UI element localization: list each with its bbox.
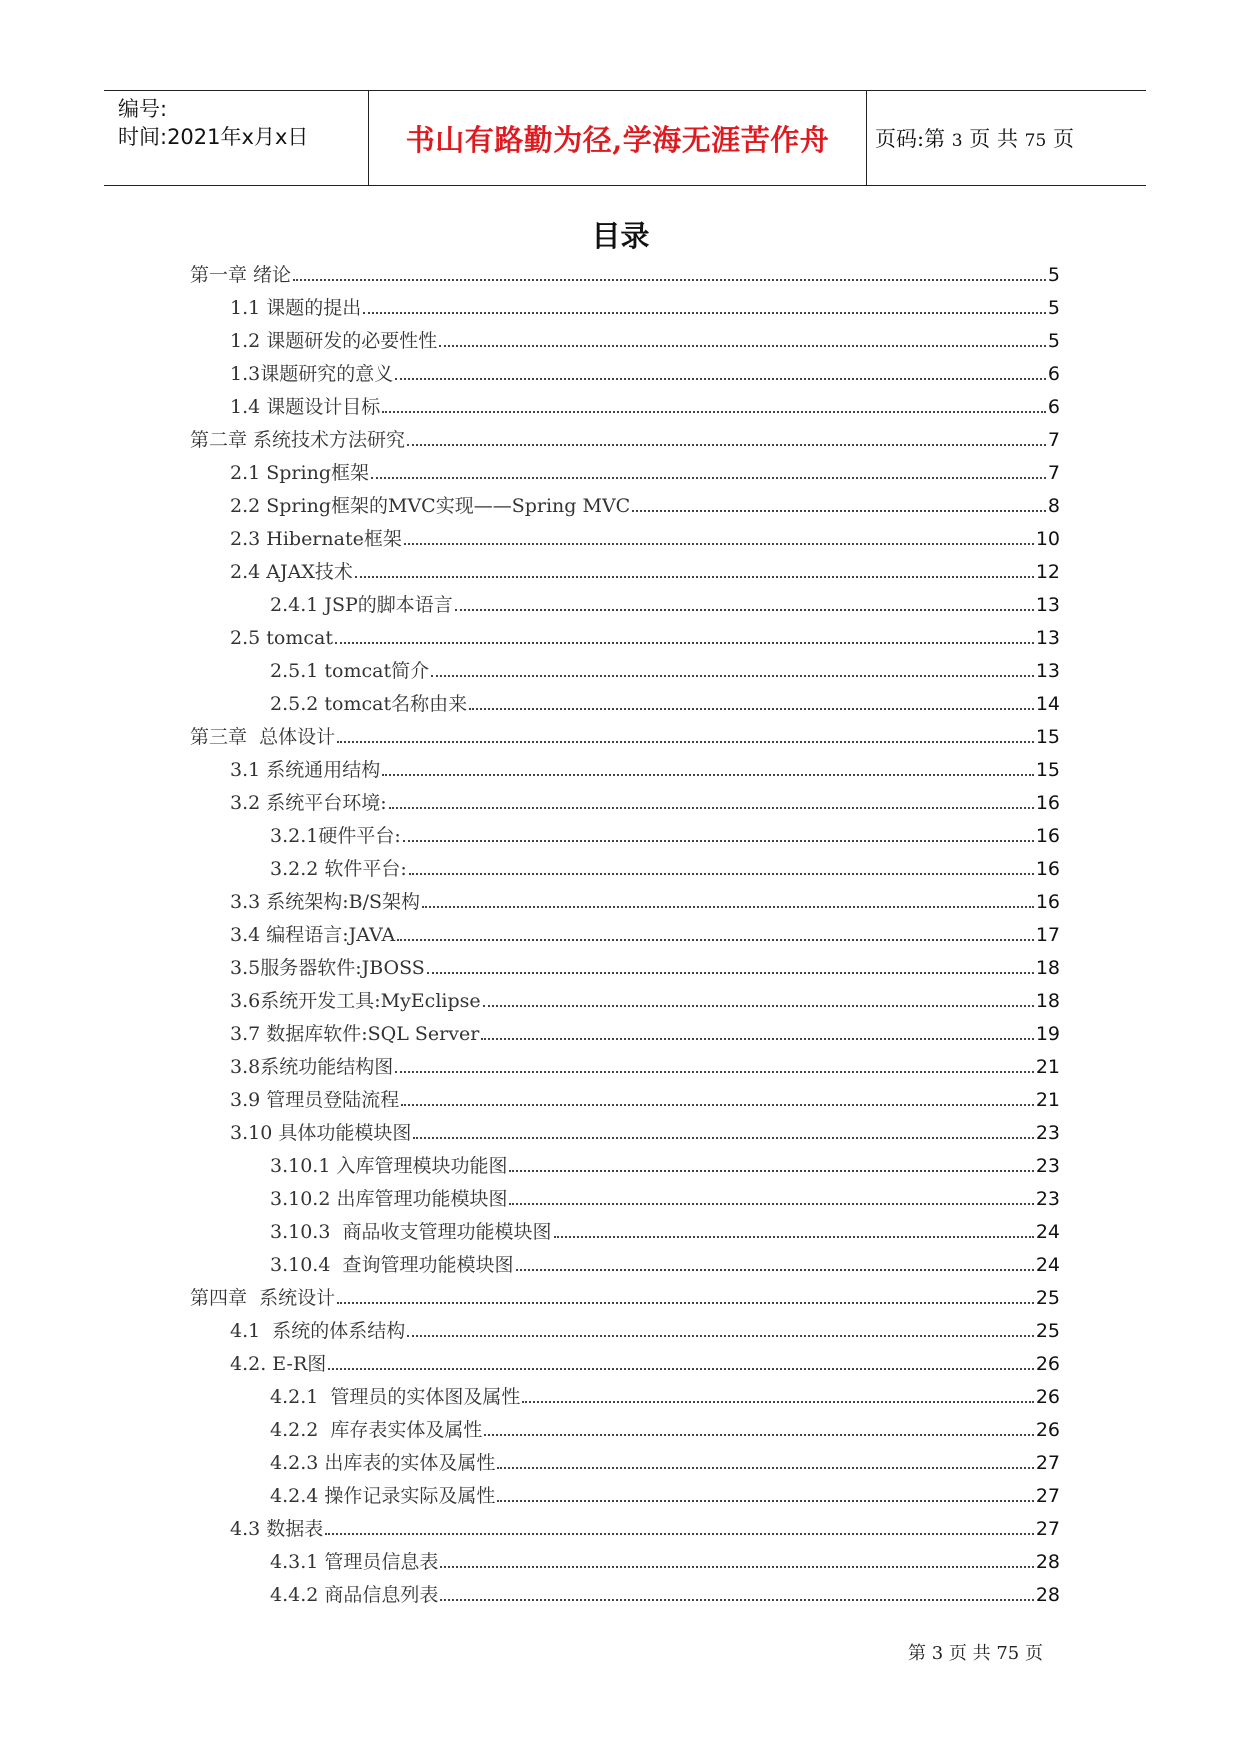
toc-entry-label: 第二章 系统技术方法研究 [190, 429, 406, 451]
toc-leader-dots [382, 410, 1046, 413]
toc-entry-label: 3.2 系统平台环境: [230, 792, 387, 814]
header-page-info [875, 123, 1074, 153]
toc-entry[interactable] [190, 319, 1060, 352]
toc-entry-label: 4.2. E-R图 [230, 1353, 327, 1375]
toc-entry-label: 4.2.4 操作记录实际及属性 [270, 1485, 496, 1507]
toc-entry[interactable] [190, 517, 1060, 550]
toc-entry[interactable] [190, 781, 1060, 814]
toc-leader-dots [509, 1202, 1033, 1205]
toc-leader-dots [293, 278, 1046, 281]
toc-entry-page: 16 [1035, 792, 1060, 814]
toc-entry[interactable] [190, 352, 1060, 385]
toc-leader-dots [407, 1334, 1034, 1337]
toc-entry-page: 8 [1047, 495, 1060, 517]
toc-entry-page: 18 [1035, 990, 1060, 1012]
page-footer: 第 3 页 共 75 页 [908, 1643, 1043, 1664]
toc-entry[interactable] [190, 748, 1060, 781]
toc-entry[interactable] [190, 715, 1060, 748]
toc-entry[interactable] [190, 1111, 1060, 1144]
toc-entry-label: 4.4.2 商品信息列表 [270, 1584, 439, 1606]
toc-leader-dots [413, 1136, 1033, 1139]
toc-leader-dots [382, 773, 1034, 776]
toc-entry-label: 2.5 tomcat [230, 627, 333, 649]
toc-entry-page: 16 [1035, 825, 1060, 847]
toc-entry-page: 14 [1035, 693, 1060, 715]
toc-leader-dots [440, 1565, 1033, 1568]
toc-entry-label: 3.2.2 软件平台: [270, 858, 407, 880]
toc-entry-page: 21 [1035, 1089, 1060, 1111]
toc-entry-label: 4.2.1 管理员的实体图及属性 [270, 1386, 521, 1408]
toc-leader-dots [455, 608, 1034, 611]
header-page-cell [867, 91, 1146, 185]
toc-leader-dots [401, 1103, 1034, 1106]
page-label-suffix: 页 [1052, 127, 1074, 151]
page-current: 3 [951, 131, 963, 151]
toc-entry[interactable] [190, 451, 1060, 484]
toc-entry-page: 13 [1035, 660, 1060, 682]
toc-entry-page: 5 [1047, 297, 1060, 319]
toc-entry-label: 2.4 AJAX技术 [230, 561, 353, 583]
toc-entry[interactable] [190, 979, 1060, 1012]
toc-entry-page: 26 [1035, 1353, 1060, 1375]
toc-entry[interactable] [190, 583, 1060, 616]
toc-entry[interactable] [190, 1177, 1060, 1210]
toc-entry-page: 15 [1035, 759, 1060, 781]
toc-entry[interactable] [190, 1375, 1060, 1408]
toc-entry[interactable] [190, 1342, 1060, 1375]
toc-entry-label: 1.1 课题的提出 [230, 297, 362, 319]
toc-entry[interactable] [190, 550, 1060, 583]
toc-leader-dots [335, 641, 1034, 644]
toc-entry-label: 2.3 Hibernate框架 [230, 528, 402, 550]
toc-entry-label: 3.1 系统通用结构 [230, 759, 381, 781]
toc-entry-page: 27 [1035, 1485, 1060, 1507]
toc-entry-page: 28 [1035, 1551, 1060, 1573]
page-header [104, 90, 1146, 186]
toc-entry-label: 3.5服务器软件:JBOSS [230, 957, 425, 979]
toc-entry[interactable] [190, 1540, 1060, 1573]
toc-entry-label: 3.10.4 查询管理功能模块图 [270, 1254, 514, 1276]
toc-entry[interactable] [190, 1012, 1060, 1045]
toc-entry-page: 6 [1047, 396, 1060, 418]
toc-entry[interactable] [190, 616, 1060, 649]
toc-entry-page: 15 [1035, 726, 1060, 748]
toc-entry[interactable] [190, 1309, 1060, 1342]
toc-entry[interactable] [190, 814, 1060, 847]
toc-entry-page: 19 [1035, 1023, 1060, 1045]
toc-leader-dots [481, 1037, 1034, 1040]
page-label-mid: 页 共 [969, 127, 1018, 151]
toc-leader-dots [509, 1169, 1033, 1172]
toc-entry-label: 3.9 管理员登陆流程 [230, 1089, 400, 1111]
toc-leader-dots [440, 1598, 1033, 1601]
toc-entry[interactable] [190, 649, 1060, 682]
toc-entry-label: 3.6系统开发工具:MyEclipse [230, 990, 481, 1012]
toc-leader-dots [325, 1532, 1034, 1535]
toc-entry-page: 7 [1047, 429, 1060, 451]
toc-entry-label: 3.10.3 商品收支管理功能模块图 [270, 1221, 552, 1243]
toc-title: 目录 [591, 219, 650, 253]
toc-entry-label: 2.1 Spring框架 [230, 462, 369, 484]
toc-entry-label: 2.2 Spring框架的MVC实现——Spring MVC [230, 495, 631, 517]
motto-text: 书山有路勤为径,学海无涯苦作舟 [405, 122, 830, 157]
toc-entry-page: 26 [1035, 1386, 1060, 1408]
toc-entry-page: 5 [1047, 264, 1060, 286]
time-label: 时间:2021年x月x日 [118, 125, 309, 149]
toc-entry-label: 2.5.2 tomcat名称由来 [270, 693, 468, 715]
toc-entry-label: 4.1 系统的体系结构 [230, 1320, 406, 1342]
toc-entry[interactable] [190, 418, 1060, 451]
toc-entry-page: 6 [1047, 363, 1060, 385]
toc-entry[interactable] [190, 946, 1060, 979]
toc-entry-label: 1.2 课题研发的必要性性 [230, 330, 438, 352]
toc-entry[interactable] [190, 484, 1060, 517]
toc-entry-page: 27 [1035, 1518, 1060, 1540]
toc-entry-label: 1.4 课题设计目标 [230, 396, 381, 418]
toc-leader-dots [328, 1367, 1034, 1370]
toc-entry-page: 27 [1035, 1452, 1060, 1474]
toc-leader-dots [516, 1268, 1034, 1271]
toc-entry-page: 16 [1035, 858, 1060, 880]
toc-entry[interactable] [190, 1045, 1060, 1078]
toc-entry-page: 25 [1035, 1287, 1060, 1309]
header-motto-cell [368, 91, 867, 185]
toc-entry-page: 18 [1035, 957, 1060, 979]
toc-entry[interactable] [190, 847, 1060, 880]
toc-entry-label: 3.7 数据库软件:SQL Server [230, 1023, 480, 1045]
toc-entry[interactable] [190, 1276, 1060, 1309]
toc-entry[interactable] [190, 913, 1060, 946]
toc-entry-label: 第四章 系统设计 [190, 1287, 336, 1309]
toc-entry-page: 16 [1035, 891, 1060, 913]
toc-entry-page: 10 [1035, 528, 1060, 550]
toc-entry[interactable] [190, 1441, 1060, 1474]
toc-leader-dots [371, 476, 1046, 479]
toc-entry[interactable] [190, 385, 1060, 418]
toc-entry-label: 3.8系统功能结构图 [230, 1056, 394, 1078]
toc-entry[interactable] [190, 1408, 1060, 1441]
toc-entry-page: 28 [1035, 1584, 1060, 1606]
toc-entry-page: 5 [1047, 330, 1060, 352]
toc-entry[interactable] [190, 1144, 1060, 1177]
toc-entry-label: 3.3 系统架构:B/S架构 [230, 891, 421, 913]
toc-leader-dots [409, 872, 1034, 875]
toc-entry[interactable] [190, 1474, 1060, 1507]
toc-entry-label: 第三章 总体设计 [190, 726, 336, 748]
header-meta-cell [104, 91, 368, 185]
toc-entry-label: 3.4 编程语言:JAVA [230, 924, 396, 946]
toc-leader-dots [422, 905, 1034, 908]
page-total: 75 [1024, 131, 1047, 151]
toc-entry[interactable] [190, 286, 1060, 319]
toc-entry-page: 13 [1035, 627, 1060, 649]
toc-leader-dots [403, 839, 1034, 842]
toc-entry[interactable] [190, 1243, 1060, 1276]
toc-entry-page: 13 [1035, 594, 1060, 616]
page-label-prefix: 页码:第 [875, 127, 946, 151]
toc-entry-label: 2.5.1 tomcat简介 [270, 660, 430, 682]
toc-leader-dots [389, 806, 1034, 809]
toc-leader-dots [483, 1004, 1034, 1007]
toc-entry[interactable] [190, 1507, 1060, 1540]
toc-entry-page: 23 [1035, 1188, 1060, 1210]
toc-entry-label: 4.2.3 出库表的实体及属性 [270, 1452, 496, 1474]
toc-entry-label: 4.3.1 管理员信息表 [270, 1551, 439, 1573]
toc-leader-dots [469, 707, 1034, 710]
toc-entry[interactable] [190, 880, 1060, 913]
toc-leader-dots [439, 344, 1046, 347]
toc-leader-dots [484, 1433, 1033, 1436]
toc-entry-label: 4.3 数据表 [230, 1518, 324, 1540]
toc-entry[interactable] [190, 1210, 1060, 1243]
toc-entry-page: 25 [1035, 1320, 1060, 1342]
toc-entry-page: 17 [1035, 924, 1060, 946]
toc-entry-page: 24 [1035, 1254, 1060, 1276]
toc-entry-page: 21 [1035, 1056, 1060, 1078]
toc-leader-dots [404, 542, 1034, 545]
toc-entry-page: 12 [1035, 561, 1060, 583]
toc-leader-dots [397, 938, 1034, 941]
toc-leader-dots [431, 674, 1034, 677]
toc-leader-dots [427, 971, 1034, 974]
toc-entry-label: 4.2.2 库存表实体及属性 [270, 1419, 483, 1441]
toc-entry-label: 3.2.1硬件平台: [270, 825, 401, 847]
toc-leader-dots [522, 1400, 1033, 1403]
toc-leader-dots [355, 575, 1034, 578]
toc-entry[interactable] [190, 1573, 1060, 1606]
toc-leader-dots [407, 443, 1046, 446]
toc-leader-dots [363, 311, 1046, 314]
toc-leader-dots [395, 1070, 1034, 1073]
toc-entry[interactable] [190, 253, 1060, 286]
toc-leader-dots [497, 1499, 1033, 1502]
toc-entry-label: 2.4.1 JSP的脚本语言 [270, 594, 453, 616]
toc-leader-dots [554, 1235, 1034, 1238]
toc-leader-dots [632, 509, 1046, 512]
toc-leader-dots [497, 1466, 1033, 1469]
toc-entry-label: 3.10 具体功能模块图 [230, 1122, 412, 1144]
toc-entry[interactable] [190, 682, 1060, 715]
toc-entry-page: 24 [1035, 1221, 1060, 1243]
toc-entry-label: 第一章 绪论 [190, 264, 292, 286]
toc-entry-page: 26 [1035, 1419, 1060, 1441]
toc-entry-page: 23 [1035, 1122, 1060, 1144]
toc-entry-label: 3.10.1 入库管理模块功能图 [270, 1155, 508, 1177]
toc-entry[interactable] [190, 1078, 1060, 1111]
toc-entry-page: 7 [1047, 462, 1060, 484]
toc-leader-dots [395, 377, 1046, 380]
table-of-contents [190, 253, 1060, 1606]
toc-entry-page: 23 [1035, 1155, 1060, 1177]
toc-entry-label: 3.10.2 出库管理功能模块图 [270, 1188, 508, 1210]
toc-entry-label: 1.3课题研究的意义 [230, 363, 394, 385]
number-label: 编号: [118, 97, 168, 121]
toc-leader-dots [337, 740, 1034, 743]
toc-leader-dots [337, 1301, 1034, 1304]
